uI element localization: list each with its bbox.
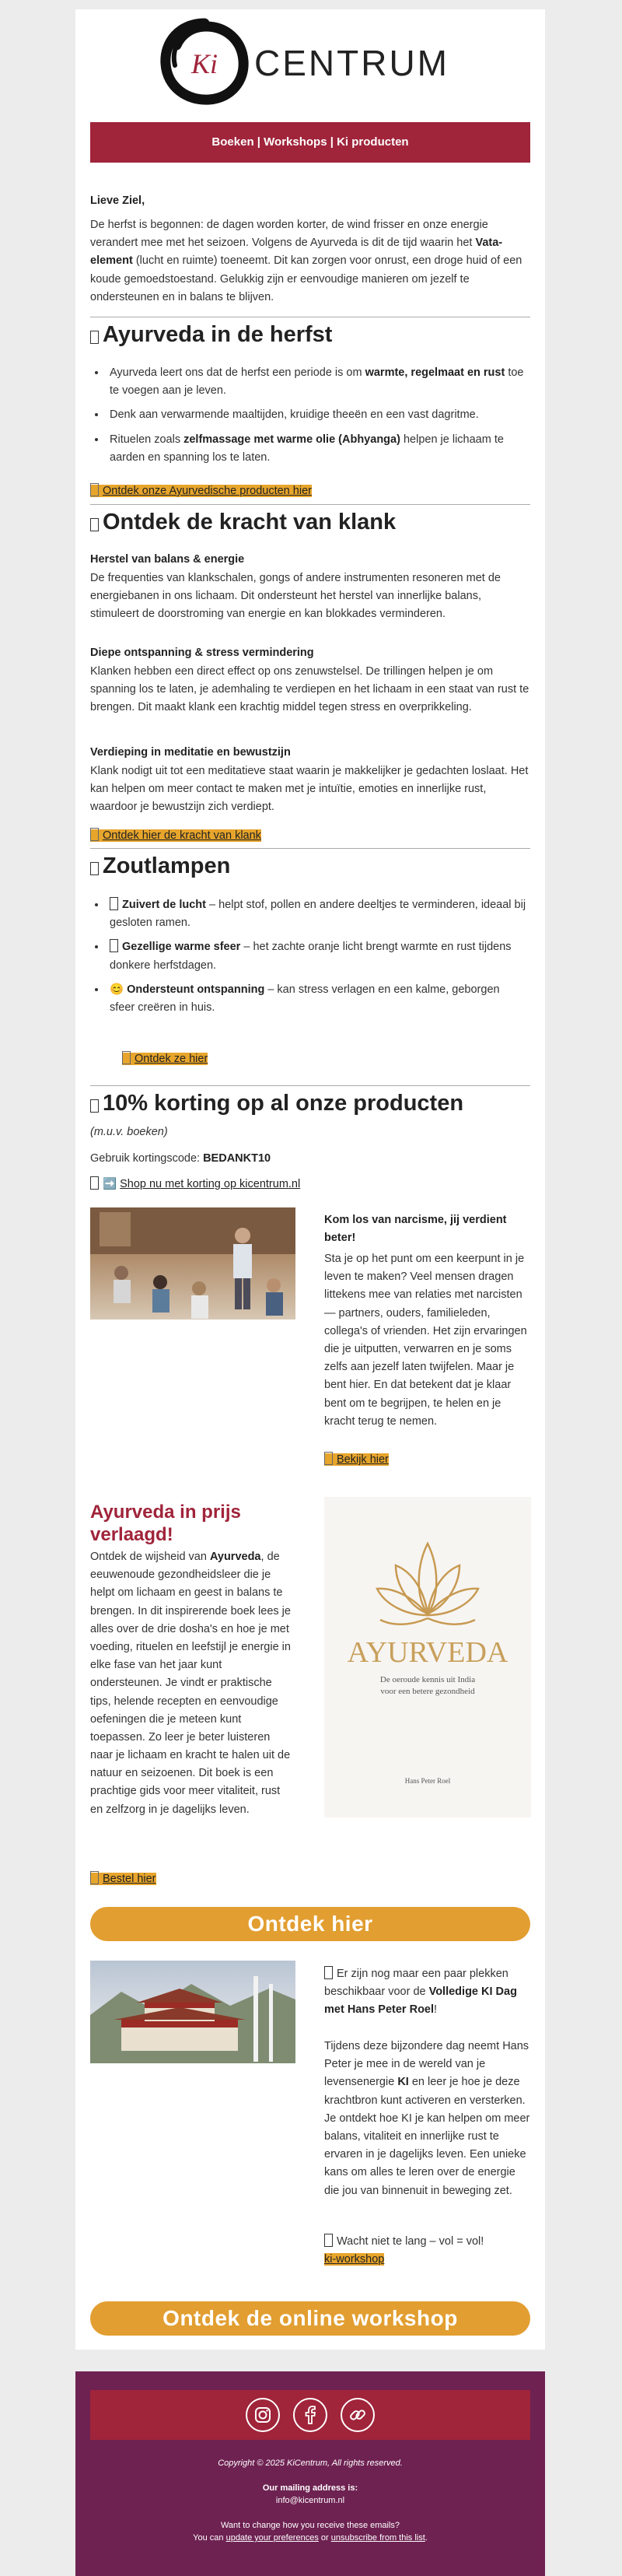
book-icon bbox=[90, 1871, 99, 1884]
list-item: • Zuivert de lucht – helpt stof, pollen en andere deeltjes te verminderen, ideaal bij gesloten ramen. bbox=[107, 896, 526, 932]
list-item: • Gezellige warme sfeer – het zachte oranje licht brengt warmte en rust tijdens donkere herfstdagen. bbox=[107, 938, 526, 974]
lotus-icon bbox=[324, 1497, 531, 1817]
gift-icon bbox=[90, 1099, 99, 1113]
klank-text-2: Klanken hebben een direct effect op ons zenuwstelsel. De trillingen helpen je om spanning los te laten, je ademhaling te verdiepen en het lichaam in een staat van rust te brengen. Dit maakt klank een krachtig middel tegen stress en overprikkeling. bbox=[90, 665, 529, 714]
boek-text: Ontdek de wijsheid van Ayurveda, de eeuwenoude gezondheidsleer die je helpt om lichaam en geest in balans te brengen. In dit inspirerende boek lees je alles over de drie dosha's en hoe je met voeding, rituelen en leefstijl je energie in elke fase van het jaar kunt ondersteunen. Je vindt er praktische tips, helende recepten en eenvoudige oefeningen die je meteen kunt toepassen. Zo leer je beter luisteren naar je lichaam en kracht te halen uit de natuur en seizoenen. Dit boek is een prachtige gids voor meer vitaliteit, rust en zelfzorg in je dagelijks leven. bbox=[90, 1551, 291, 1816]
section-title-korting: 10% korting op al onze producten bbox=[90, 1091, 530, 1116]
zoutlampen-link[interactable]: Ontdek ze hier bbox=[122, 1050, 355, 1068]
ki-dag-intro: Er zijn nog maar een paar plekken beschikbaar voor de Volledige KI Dag met Hans Peter Roel! bbox=[324, 1968, 517, 2017]
klank-subtitle-3: Verdieping in meditatie en bewustzijn bbox=[90, 746, 291, 759]
zoutlampen-list bbox=[107, 896, 526, 1023]
preferences-line: You can update your preferences or unsubscribe from this list. bbox=[193, 2533, 428, 2543]
note-icon bbox=[90, 828, 99, 841]
divider bbox=[90, 1085, 530, 1086]
footer bbox=[75, 2371, 545, 2576]
eye-icon bbox=[324, 1452, 333, 1465]
leaf-icon bbox=[90, 331, 99, 344]
ki-dag-warning: Wacht niet te lang – vol = vol! bbox=[324, 2233, 531, 2251]
monastery-photo bbox=[90, 1961, 295, 2063]
ki-workshop-link[interactable]: ki-workshop bbox=[324, 2253, 385, 2266]
cover-subtitle-1: De oeroude kennis uit India bbox=[379, 1675, 476, 1684]
korting-note: (m.u.v. boeken) bbox=[90, 1126, 168, 1138]
narcisme-title: Kom los van narcisme, jij verdient beter! bbox=[324, 1214, 507, 1245]
ontdek-hier-button[interactable]: Ontdek hier bbox=[90, 1907, 530, 1941]
list-item: • 😊 Ondersteunt ontspanning – kan stress verlagen en een kalme, geborgen sfeer creëren in huis. bbox=[107, 981, 526, 1017]
greeting: Lieve Ziel, bbox=[90, 195, 145, 207]
change-text: Want to change how you receive these emails? bbox=[220, 2521, 400, 2530]
ki-enso-icon bbox=[158, 17, 251, 107]
book-cover[interactable] bbox=[324, 1497, 531, 1817]
top-menu[interactable]: Boeken | Workshops | Ki producten bbox=[90, 122, 530, 163]
klank-text-3: Klank nodigt uit tot een meditatieve staat waarin je makkelijker je gedachten loslaat. Het kan helpen om meer contact te maken met je intuïtie, emoties en innerlijke rust, waardoor je bewustzijn zich verdiept. bbox=[90, 765, 529, 814]
intro-paragraph: De herfst is begonnen: de dagen worden korter, de wind frisser en onze energie verandert mee met het seizoen. Volgens de Ayurveda is dit de tijd waarin het Vata-element (lucht en ruimte) toeneemt. Dit kan zorgen voor onrust, een droge huid of een koude gemoedstoestand. Gelukkig zijn er eenvoudige manieren om jezelf te ondersteunen en in balans te blijven. bbox=[90, 219, 522, 303]
ayurveda-list bbox=[107, 364, 526, 473]
link-icon[interactable] bbox=[341, 2398, 375, 2432]
hourglass-icon bbox=[324, 2234, 333, 2247]
unsubscribe-link[interactable]: unsubscribe from this list bbox=[330, 2533, 425, 2543]
cover-subtitle-2: voor een betere gezondheid bbox=[380, 1687, 475, 1696]
online-workshop-button[interactable]: Ontdek de online workshop bbox=[90, 2301, 530, 2336]
divider bbox=[90, 848, 530, 849]
list-item: • Ayurveda leert ons dat de herfst een periode is om warmte, regelmaat en rust toe te voegen aan je leven. bbox=[107, 364, 526, 400]
shop-link[interactable]: ➡️ Shop nu met korting op kicentrum.nl bbox=[90, 1176, 530, 1193]
logo-mark: Ki bbox=[190, 48, 218, 79]
social-band bbox=[90, 2390, 530, 2440]
klank-subtitle-2: Diepe ontspanning & stress vermindering bbox=[90, 647, 314, 659]
workshop-photo bbox=[90, 1207, 295, 1320]
korting-code: Gebruik kortingscode: BEDANKT10 bbox=[90, 1152, 271, 1165]
klank-link[interactable]: Ontdek hier de kracht van klank bbox=[90, 827, 530, 845]
ki-centrum-logo[interactable] bbox=[158, 17, 461, 107]
mailing-label: Our mailing address is: bbox=[262, 2483, 358, 2493]
boek-link[interactable]: Bestel hier bbox=[90, 1870, 295, 1888]
lamp-icon bbox=[122, 1051, 131, 1064]
star-icon bbox=[324, 1966, 333, 1979]
email-card bbox=[75, 9, 545, 2350]
boek-title: Ayurveda in prijs verlaagd! bbox=[90, 1502, 241, 1545]
copyright: Copyright © 2025 KiCentrum, All rights reserved. bbox=[218, 2459, 403, 2468]
lamp-icon bbox=[90, 862, 99, 875]
bell-icon bbox=[90, 518, 99, 531]
cover-title: AYURVEDA bbox=[347, 1636, 508, 1669]
divider bbox=[90, 504, 530, 505]
section-title-zoutlampen: Zoutlampen bbox=[90, 853, 530, 879]
ayurveda-products-link[interactable]: Ontdek onze Ayurvedische producten hier bbox=[90, 482, 530, 500]
section-title-ayurveda: Ayurveda in de herfst bbox=[90, 322, 530, 348]
list-item: • Denk aan verwarmende maaltijden, kruidige theeën en een vast dagritme. bbox=[107, 406, 526, 424]
ki-dag-text: Tijdens deze bijzondere dag neemt Hans Peter je mee in de wereld van je levensenergie KI en leer je hoe je deze krachtbron kunt activeren en versterken. Je ontdekt hoe KI je kan helpen om meer balans, vitaliteit en innerlijke rust te ervaren in je dagelijks leven. Een unieke kans om alles te leren over de energie die jou van binnenuit in beweging zet. bbox=[324, 2040, 530, 2197]
logo-text: CENTRUM bbox=[254, 43, 449, 83]
section-title-klank: Ontdek de kracht van klank bbox=[90, 510, 530, 535]
cover-author: Hans Peter Roel bbox=[404, 1777, 451, 1785]
klank-text-1: De frequenties van klankschalen, gongs of andere instrumenten resoneren met de energiebanen in ons lichaam. Dit ondersteunt het herstel van innerlijke balans, stimuleert de doorstroming van energie en kan blokkades verminderen. bbox=[90, 572, 501, 621]
instagram-icon[interactable] bbox=[246, 2398, 280, 2432]
narcisme-text: Sta je op het punt om een keerpunt in je leven te maken? Veel mensen dragen littekens mee van relaties met narcisten — partners, ouders, familieleden, collega's of vrienden. Het zijn ervaringen die je uitputten, verwarren en je soms zelfs aan jezelf laten twijfelen. Maar je bent hier. En dat betekent dat je klaar bent om te begrijpen, te helen en je kracht terug te nemen. bbox=[324, 1253, 527, 1428]
mailing-address: info@kicentrum.nl bbox=[275, 2496, 345, 2505]
shop-icon bbox=[90, 1176, 99, 1190]
air-icon bbox=[110, 897, 118, 910]
list-item: • Rituelen zoals zelfmassage met warme olie (Abhyanga) helpen je lichaam te aarden en spanning los te laten. bbox=[107, 431, 526, 467]
flame-icon bbox=[110, 939, 118, 952]
facebook-icon[interactable] bbox=[293, 2398, 327, 2432]
update-preferences-link[interactable]: update your preferences bbox=[225, 2533, 319, 2543]
klank-subtitle-1: Herstel van balans & energie bbox=[90, 553, 245, 566]
narcisme-link[interactable]: Bekijk hier bbox=[324, 1451, 531, 1469]
cart-icon bbox=[90, 483, 99, 496]
